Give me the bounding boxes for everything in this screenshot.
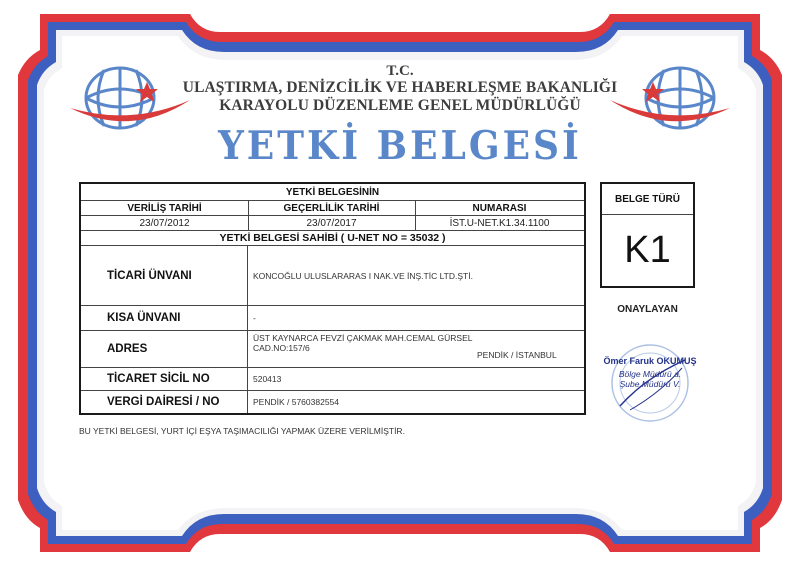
field-label: VERGİ DAİRESİ / NO bbox=[107, 396, 220, 408]
header-issue-date: VERİLİŞ TARİHİ bbox=[127, 202, 202, 214]
field-value: - bbox=[253, 313, 256, 323]
section-certificate-title: YETKİ BELGESİNİN bbox=[285, 186, 380, 198]
header-validity-date: GEÇERLİLİK TARİHİ bbox=[283, 202, 380, 214]
issue-date-value: 23/07/2012 bbox=[139, 217, 190, 229]
certificate-type-box bbox=[600, 182, 695, 288]
header-ministry: ULAŞTIRMA, DENİZCİLİK VE HABERLEŞME BAKANLIĞI bbox=[182, 79, 618, 96]
field-row-address bbox=[81, 331, 584, 368]
field-row-trade-registry bbox=[81, 368, 584, 391]
table-header-row bbox=[81, 201, 584, 216]
field-row-short-name bbox=[81, 306, 584, 331]
approver-label: ONAYLAYAN bbox=[617, 304, 678, 315]
ministry-logo-right bbox=[608, 60, 738, 140]
approver-title bbox=[590, 369, 710, 389]
certificate-number-value: İST.U-NET.K1.34.1100 bbox=[449, 217, 550, 229]
field-value: PENDİK / 5760382554 bbox=[253, 397, 340, 407]
certificate-table bbox=[79, 182, 586, 415]
document-title: YETKİ BELGESİ bbox=[218, 123, 582, 169]
field-row-tax-office bbox=[81, 391, 584, 413]
approver-title-line1: Bölge Müdürü a. bbox=[618, 369, 682, 379]
table-section-title-row bbox=[81, 184, 584, 201]
address-city-value: PENDİK / İSTANBUL bbox=[477, 350, 557, 360]
field-label: TİCARET SİCİL NO bbox=[107, 373, 210, 385]
field-label: TİCARİ ÜNVANI bbox=[107, 269, 192, 282]
header-directorate: KARAYOLU DÜZENLEME GENEL MÜDÜRLÜĞÜ bbox=[219, 97, 581, 114]
certificate-type-label: BELGE TÜRÜ bbox=[602, 184, 693, 215]
ministry-logo-left bbox=[62, 60, 192, 140]
section-holder-title: YETKİ BELGESİ SAHİBİ ( U-NET NO = 35032 ) bbox=[219, 232, 446, 244]
approver-title-line2: Şube Müdürü V. bbox=[619, 379, 681, 389]
table-value-row bbox=[81, 216, 584, 231]
certificate-header bbox=[180, 63, 620, 115]
validity-date-value: 23/07/2017 bbox=[306, 217, 357, 229]
table-holder-title-row bbox=[81, 231, 584, 246]
certificate-type-value: K1 bbox=[624, 228, 671, 271]
address-value: ÜST KAYNARCA FEVZİ ÇAKMAK MAH.CEMAL GÜRSEL CAD.NO:157/6 bbox=[253, 333, 473, 353]
footer-statement: BU YETKİ BELGESİ, YURT İÇİ EŞYA TAŞIMACILIĞI YAPMAK ÜZERE VERİLMİŞTİR. bbox=[79, 426, 405, 436]
field-label: KISA ÜNVANI bbox=[107, 312, 181, 324]
field-label: ADRES bbox=[107, 343, 148, 355]
approver-name: Ömer Faruk OKUMUŞ bbox=[603, 356, 697, 366]
field-value: 520413 bbox=[253, 374, 282, 384]
field-value: KONCOĞLU ULUSLARARAS I NAK.VE İNŞ.TİC LTD.ŞTİ. bbox=[253, 270, 473, 281]
header-number: NUMARASI bbox=[472, 202, 527, 214]
header-tc: T.C. bbox=[386, 63, 414, 79]
field-row-trade-name bbox=[81, 246, 584, 306]
